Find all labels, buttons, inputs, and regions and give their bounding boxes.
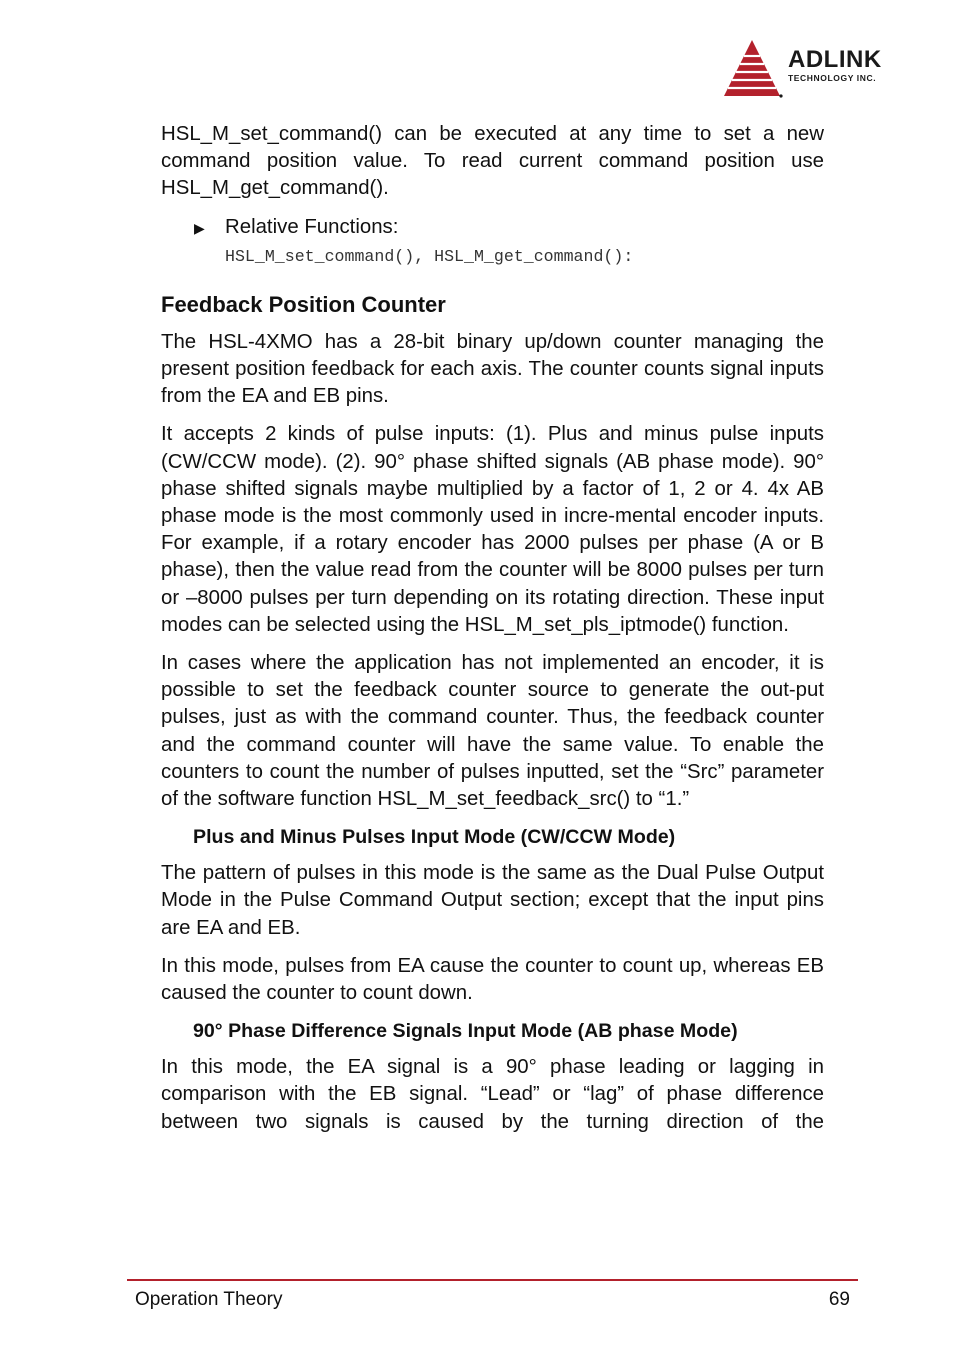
adlink-triangle-icon [722, 38, 784, 102]
cwccw-paragraph-2: In this mode, pulses from EA cause the counter to count up, whereas EB caused the counter to count down. [161, 954, 824, 1005]
relative-functions-code: HSL_M_set_command(), HSL_M_get_command(): [225, 246, 634, 266]
relative-functions-bullet [161, 214, 824, 241]
logo-wordmark: ADLINK [788, 46, 882, 73]
abphase-heading: 90° Phase Difference Signals Input Mode (AB phase Mode) [193, 1020, 738, 1043]
page-content [161, 121, 824, 1147]
footer-section-title: Operation Theory [135, 1289, 283, 1310]
feedback-paragraph-1: The HSL-4XMO has a 28-bit binary up/down counter managing the present position feedback for each axis. The counter counts signal inputs from the EA and EB pins. [161, 330, 824, 408]
feedback-heading: Feedback Position Counter [161, 291, 446, 317]
intro-paragraph: HSL_M_set_command() can be executed at any time to set a new command position value. To read current command position use HSL_M_get_command(). [161, 123, 824, 200]
feedback-paragraph-2: It accepts 2 kinds of pulse inputs: (1). Plus and minus pulse inputs (CW/CCW mode). (2). 90° phase shifted signals (AB phase mode). 90° phase shifted signals maybe multiplied by a factor of 1, 2 or 4. 4x AB phase mode is the most commonly used in incre-mental encoder inputs. For example, if a rotary encoder has 2000 pulses per phase (A or B phase), then the value read from the counter will be 8000 pulses per turn or –8000 pulses per turn depending on its rotating direction. These input modes can be selected using the HSL_M_set_pls_iptmode() function. [161, 423, 824, 636]
relative-functions-label: Relative Functions: [225, 215, 399, 238]
triangle-bullet-icon: ▶ [194, 219, 205, 236]
feedback-paragraph-3: In cases where the application has not implemented an encoder, it is possible to set the feedback counter source to generate the out-put pulses, just as with the command counter. Thus, the feedback counter and the command counter will have the same value. To enable the counters to count the number of pulses inputted, set the “Src” parameter of the software function HSL_M_set_feedback_src() to “1.” [161, 652, 824, 811]
abphase-paragraph: In this mode, the EA signal is a 90° phase leading or lagging in comparison with the EB signal. “Lead” or “lag” of phase difference between two signals is caused by the turning direction of the [161, 1056, 824, 1133]
cwccw-heading: Plus and Minus Pulses Input Mode (CW/CCW Mode) [193, 826, 676, 849]
footer-page-number: 69 [828, 1289, 850, 1310]
footer-divider [127, 1279, 858, 1281]
logo-subtitle: TECHNOLOGY INC. [788, 73, 877, 83]
company-logo [722, 38, 922, 102]
cwccw-paragraph-1: The pattern of pulses in this mode is the same as the Dual Pulse Output Mode in the Pulse Command Output section; except that the input pins are EA and EB. [161, 862, 824, 939]
